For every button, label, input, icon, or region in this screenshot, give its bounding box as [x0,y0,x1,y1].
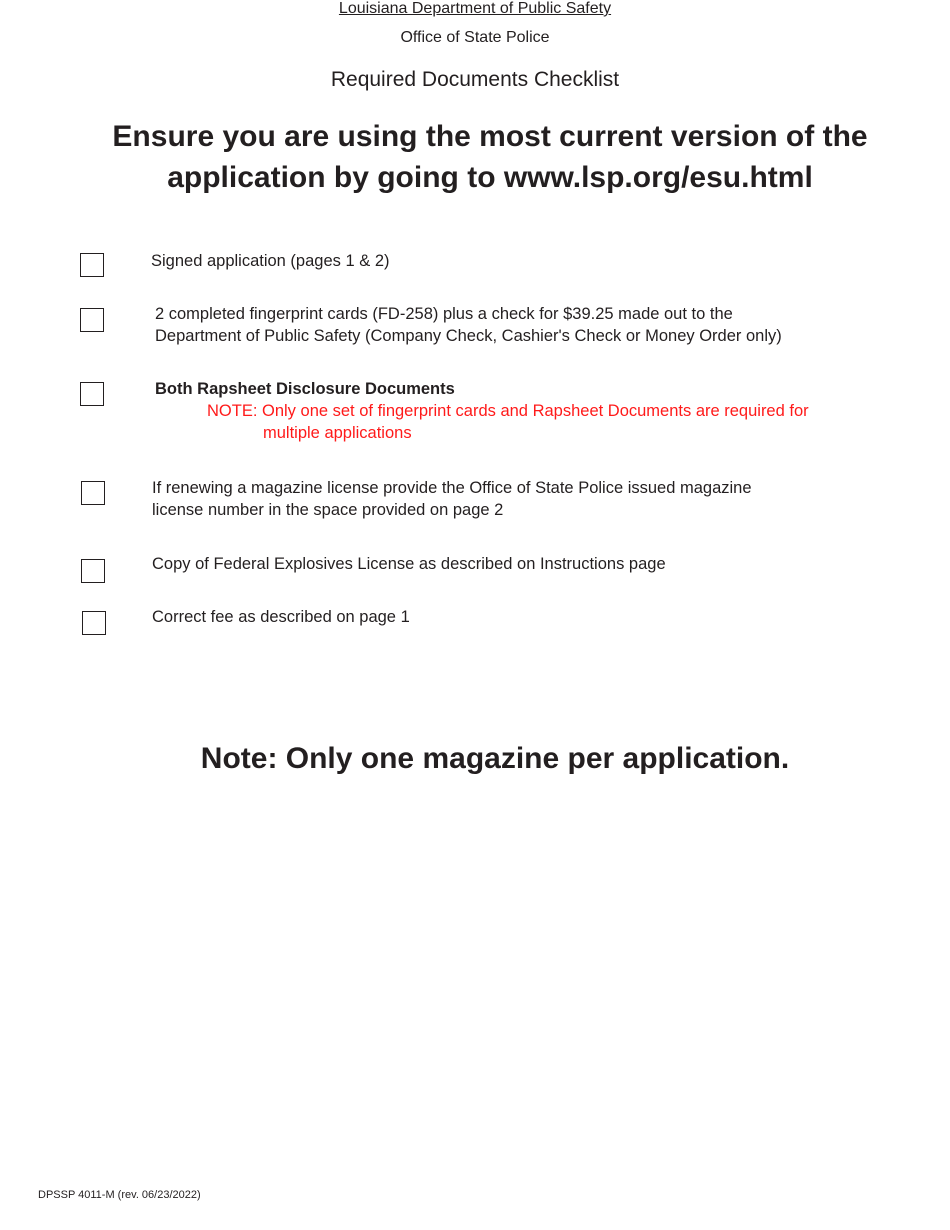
item-note-line-1: NOTE: Only one set of fingerprint cards and Rapsheet Documents are required for [207,402,809,420]
checkbox-fingerprint-cards[interactable] [80,308,104,332]
item-text-line: 2 completed fingerprint cards (FD-258) plus a check for $39.25 made out to the [155,305,733,323]
item-federal-explosives-license [152,553,666,575]
checkbox-federal-explosives-license[interactable] [81,559,105,583]
item-correct-fee [152,606,410,628]
checkbox-correct-fee[interactable] [82,611,106,635]
item-rapsheet-documents [155,378,809,444]
headline-line-2: application by going to www.lsp.org/esu.html [167,161,813,194]
headline-line-1: Ensure you are using the most current version of the [112,120,868,153]
version-warning-headline [60,116,920,198]
item-text-line: Copy of Federal Explosives License as described on Instructions page [152,555,666,573]
checkbox-magazine-license-renewal[interactable] [81,481,105,505]
item-title: Both Rapsheet Disclosure Documents [155,380,455,398]
item-text-line: Correct fee as described on page 1 [152,608,410,626]
form-revision-id: DPSSP 4011-M (rev. 06/23/2022) [38,1189,201,1201]
item-text-line: license number in the space provided on page 2 [152,501,504,519]
department-name: Louisiana Department of Public Safety [338,0,612,17]
item-signed-application [151,250,390,272]
item-text-line: If renewing a magazine license provide the Office of State Police issued magazine [152,479,752,497]
checkbox-signed-application[interactable] [80,253,104,277]
magazine-note: Note: Only one magazine per application. [200,742,790,775]
item-magazine-license-renewal [152,477,752,521]
item-fingerprint-cards [155,303,782,347]
item-note-line-2: multiple applications [263,424,412,442]
office-name: Office of State Police [400,29,550,46]
item-text-line: Department of Public Safety (Company Check, Cashier's Check or Money Order only) [155,327,782,345]
checkbox-rapsheet-documents[interactable] [80,382,104,406]
item-text-line: Signed application (pages 1 & 2) [151,252,390,270]
page-title: Required Documents Checklist [330,68,620,91]
